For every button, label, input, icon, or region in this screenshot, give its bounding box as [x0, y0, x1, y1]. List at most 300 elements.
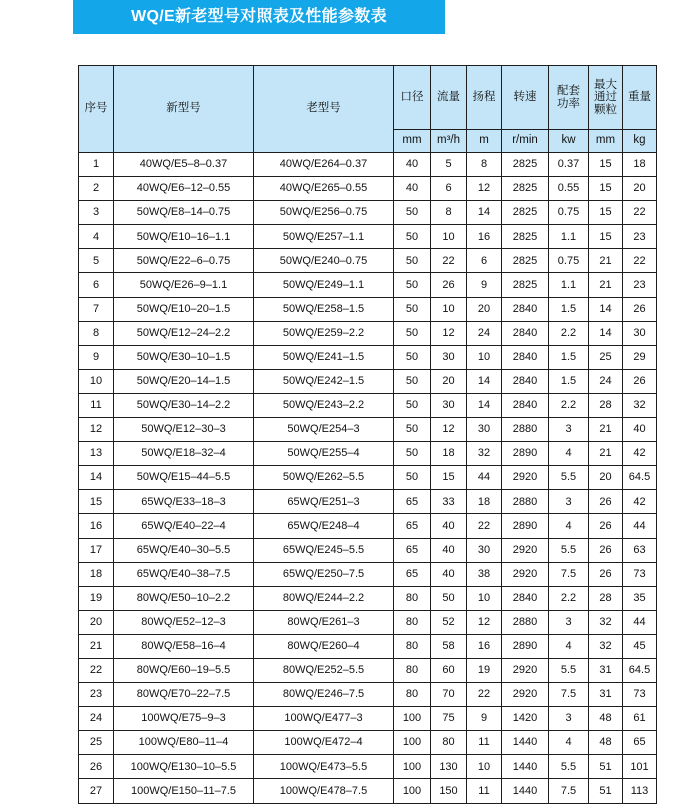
table-row	[79, 177, 657, 201]
cell-weight: 113	[623, 779, 657, 803]
cell-flow: 5	[431, 153, 467, 177]
cell-weight: 44	[623, 514, 657, 538]
table-row	[79, 418, 657, 442]
cell-speed: 2840	[502, 586, 549, 610]
cell-bore: 50	[394, 369, 431, 393]
cell-no: 20	[79, 610, 114, 634]
cell-speed: 2840	[502, 393, 549, 417]
cell-power: 7.5	[549, 683, 589, 707]
cell-power: 1.5	[549, 345, 589, 369]
cell-particle: 51	[589, 755, 623, 779]
cell-old-model: 50WQ/E249–1.1	[254, 273, 394, 297]
table-row	[79, 466, 657, 490]
cell-particle: 28	[589, 393, 623, 417]
cell-speed: 2890	[502, 442, 549, 466]
cell-speed: 2840	[502, 297, 549, 321]
column-header-old-model: 老型号	[254, 66, 394, 153]
cell-weight: 73	[623, 562, 657, 586]
cell-new-model: 50WQ/E22–6–0.75	[114, 249, 254, 273]
table-row	[79, 586, 657, 610]
cell-head: 14	[467, 201, 502, 225]
cell-head: 32	[467, 442, 502, 466]
cell-flow: 30	[431, 393, 467, 417]
table-row	[79, 249, 657, 273]
cell-bore: 50	[394, 466, 431, 490]
cell-head: 24	[467, 321, 502, 345]
cell-bore: 80	[394, 634, 431, 658]
table-row	[79, 731, 657, 755]
cell-no: 24	[79, 707, 114, 731]
cell-no: 23	[79, 683, 114, 707]
cell-old-model: 80WQ/E252–5.5	[254, 658, 394, 682]
table-row	[79, 442, 657, 466]
cell-flow: 52	[431, 610, 467, 634]
cell-flow: 40	[431, 514, 467, 538]
cell-flow: 18	[431, 442, 467, 466]
cell-old-model: 40WQ/E265–0.55	[254, 177, 394, 201]
cell-head: 10	[467, 586, 502, 610]
cell-power: 4	[549, 731, 589, 755]
cell-new-model: 80WQ/E50–10–2.2	[114, 586, 254, 610]
unit-power: kw	[549, 130, 589, 153]
cell-power: 0.55	[549, 177, 589, 201]
cell-speed: 2920	[502, 562, 549, 586]
cell-old-model: 50WQ/E259–2.2	[254, 321, 394, 345]
cell-power: 4	[549, 514, 589, 538]
cell-new-model: 50WQ/E18–32–4	[114, 442, 254, 466]
cell-flow: 40	[431, 562, 467, 586]
unit-weight: kg	[623, 130, 657, 153]
cell-bore: 50	[394, 249, 431, 273]
cell-weight: 23	[623, 225, 657, 249]
cell-particle: 25	[589, 345, 623, 369]
cell-particle: 15	[589, 225, 623, 249]
cell-new-model: 80WQ/E60–19–5.5	[114, 658, 254, 682]
cell-flow: 130	[431, 755, 467, 779]
cell-head: 10	[467, 755, 502, 779]
cell-flow: 33	[431, 490, 467, 514]
table-row	[79, 490, 657, 514]
cell-no: 22	[79, 658, 114, 682]
column-header-power-line1: 配套	[557, 85, 580, 98]
table-row	[79, 610, 657, 634]
cell-weight: 44	[623, 610, 657, 634]
cell-new-model: 50WQ/E30–14–2.2	[114, 393, 254, 417]
column-header-power-line2: 功率	[557, 97, 580, 110]
cell-bore: 50	[394, 345, 431, 369]
cell-weight: 65	[623, 731, 657, 755]
cell-particle: 21	[589, 273, 623, 297]
cell-weight: 35	[623, 586, 657, 610]
cell-speed: 2890	[502, 514, 549, 538]
table-row	[79, 755, 657, 779]
cell-bore: 50	[394, 321, 431, 345]
cell-old-model: 100WQ/E478–7.5	[254, 779, 394, 803]
cell-flow: 6	[431, 177, 467, 201]
cell-new-model: 100WQ/E75–9–3	[114, 707, 254, 731]
cell-new-model: 50WQ/E15–44–5.5	[114, 466, 254, 490]
cell-power: 3	[549, 490, 589, 514]
cell-weight: 61	[623, 707, 657, 731]
cell-head: 9	[467, 273, 502, 297]
table-row	[79, 345, 657, 369]
cell-weight: 18	[623, 153, 657, 177]
cell-old-model: 100WQ/E473–5.5	[254, 755, 394, 779]
cell-no: 9	[79, 345, 114, 369]
cell-old-model: 40WQ/E264–0.37	[254, 153, 394, 177]
cell-old-model: 50WQ/E257–1.1	[254, 225, 394, 249]
cell-head: 18	[467, 490, 502, 514]
cell-bore: 100	[394, 755, 431, 779]
cell-bore: 50	[394, 418, 431, 442]
cell-particle: 14	[589, 321, 623, 345]
cell-old-model: 65WQ/E245–5.5	[254, 538, 394, 562]
cell-weight: 42	[623, 442, 657, 466]
cell-head: 10	[467, 345, 502, 369]
cell-particle: 26	[589, 514, 623, 538]
cell-flow: 70	[431, 683, 467, 707]
cell-speed: 2825	[502, 177, 549, 201]
cell-power: 0.75	[549, 249, 589, 273]
column-header-particle	[589, 66, 623, 130]
table-row	[79, 297, 657, 321]
cell-speed: 2840	[502, 345, 549, 369]
cell-old-model: 80WQ/E260–4	[254, 634, 394, 658]
table-row	[79, 225, 657, 249]
column-header-speed: 转速	[502, 66, 549, 130]
cell-new-model: 40WQ/E6–12–0.55	[114, 177, 254, 201]
cell-no: 3	[79, 201, 114, 225]
cell-bore: 65	[394, 490, 431, 514]
unit-particle: mm	[589, 130, 623, 153]
cell-new-model: 50WQ/E12–30–3	[114, 418, 254, 442]
header-row-labels	[79, 66, 657, 130]
cell-speed: 2840	[502, 369, 549, 393]
unit-bore: mm	[394, 130, 431, 153]
cell-speed: 2920	[502, 683, 549, 707]
cell-particle: 14	[589, 297, 623, 321]
cell-particle: 28	[589, 586, 623, 610]
cell-power: 1.1	[549, 273, 589, 297]
cell-new-model: 50WQ/E30–10–1.5	[114, 345, 254, 369]
cell-old-model: 80WQ/E244–2.2	[254, 586, 394, 610]
cell-particle: 51	[589, 779, 623, 803]
cell-weight: 42	[623, 490, 657, 514]
cell-old-model: 80WQ/E246–7.5	[254, 683, 394, 707]
cell-new-model: 100WQ/E130–10–5.5	[114, 755, 254, 779]
cell-weight: 40	[623, 418, 657, 442]
table-row	[79, 153, 657, 177]
cell-new-model: 50WQ/E26–9–1.1	[114, 273, 254, 297]
cell-power: 3	[549, 610, 589, 634]
cell-head: 14	[467, 369, 502, 393]
cell-particle: 21	[589, 418, 623, 442]
spec-table	[78, 65, 657, 804]
cell-speed: 2920	[502, 658, 549, 682]
cell-particle: 20	[589, 466, 623, 490]
cell-speed: 2825	[502, 249, 549, 273]
cell-flow: 80	[431, 731, 467, 755]
unit-speed: r/min	[502, 130, 549, 153]
cell-new-model: 50WQ/E12–24–2.2	[114, 321, 254, 345]
cell-old-model: 100WQ/E477–3	[254, 707, 394, 731]
table-body	[79, 153, 657, 804]
spec-table-container	[78, 65, 651, 804]
cell-new-model: 80WQ/E58–16–4	[114, 634, 254, 658]
cell-particle: 48	[589, 731, 623, 755]
cell-head: 38	[467, 562, 502, 586]
cell-no: 27	[79, 779, 114, 803]
cell-speed: 1440	[502, 731, 549, 755]
table-row	[79, 562, 657, 586]
cell-new-model: 65WQ/E40–38–7.5	[114, 562, 254, 586]
cell-weight: 22	[623, 249, 657, 273]
cell-power: 1.5	[549, 297, 589, 321]
cell-power: 4	[549, 442, 589, 466]
cell-no: 8	[79, 321, 114, 345]
cell-head: 9	[467, 707, 502, 731]
cell-flow: 75	[431, 707, 467, 731]
cell-speed: 2825	[502, 201, 549, 225]
cell-no: 16	[79, 514, 114, 538]
cell-power: 1.5	[549, 369, 589, 393]
table-row	[79, 369, 657, 393]
cell-no: 14	[79, 466, 114, 490]
cell-bore: 50	[394, 393, 431, 417]
cell-speed: 2825	[502, 273, 549, 297]
table-row	[79, 514, 657, 538]
cell-new-model: 65WQ/E33–18–3	[114, 490, 254, 514]
cell-weight: 32	[623, 393, 657, 417]
cell-particle: 21	[589, 249, 623, 273]
table-row	[79, 538, 657, 562]
cell-flow: 40	[431, 538, 467, 562]
column-header-flow: 流量	[431, 66, 467, 130]
cell-old-model: 50WQ/E240–0.75	[254, 249, 394, 273]
cell-head: 19	[467, 658, 502, 682]
cell-speed: 1440	[502, 755, 549, 779]
page-title: WQ/E新老型号对照表及性能参数表	[131, 8, 387, 25]
cell-head: 22	[467, 514, 502, 538]
cell-particle: 26	[589, 562, 623, 586]
cell-power: 1.1	[549, 225, 589, 249]
cell-head: 20	[467, 297, 502, 321]
cell-bore: 40	[394, 153, 431, 177]
cell-power: 5.5	[549, 755, 589, 779]
cell-flow: 12	[431, 418, 467, 442]
cell-new-model: 65WQ/E40–22–4	[114, 514, 254, 538]
cell-new-model: 50WQ/E10–20–1.5	[114, 297, 254, 321]
cell-new-model: 40WQ/E5–8–0.37	[114, 153, 254, 177]
cell-power: 0.37	[549, 153, 589, 177]
cell-no: 10	[79, 369, 114, 393]
cell-weight: 101	[623, 755, 657, 779]
cell-flow: 58	[431, 634, 467, 658]
column-header-power	[549, 66, 589, 130]
cell-flow: 12	[431, 321, 467, 345]
table-row	[79, 273, 657, 297]
cell-bore: 80	[394, 586, 431, 610]
cell-bore: 65	[394, 538, 431, 562]
cell-new-model: 50WQ/E20–14–1.5	[114, 369, 254, 393]
cell-old-model: 50WQ/E243–2.2	[254, 393, 394, 417]
column-header-head: 扬程	[467, 66, 502, 130]
unit-flow: m³/h	[431, 130, 467, 153]
cell-no: 13	[79, 442, 114, 466]
cell-weight: 73	[623, 683, 657, 707]
cell-new-model: 80WQ/E70–22–7.5	[114, 683, 254, 707]
cell-weight: 64.5	[623, 466, 657, 490]
cell-weight: 26	[623, 297, 657, 321]
cell-no: 25	[79, 731, 114, 755]
column-header-new-model: 新型号	[114, 66, 254, 153]
table-row	[79, 393, 657, 417]
cell-particle: 15	[589, 153, 623, 177]
column-header-particle-line2: 通过	[594, 91, 617, 104]
cell-particle: 15	[589, 177, 623, 201]
cell-bore: 50	[394, 225, 431, 249]
column-header-particle-line1: 最大	[594, 78, 617, 91]
page-title-banner	[73, 0, 445, 34]
cell-weight: 30	[623, 321, 657, 345]
cell-head: 44	[467, 466, 502, 490]
cell-speed: 2880	[502, 490, 549, 514]
cell-weight: 23	[623, 273, 657, 297]
cell-particle: 48	[589, 707, 623, 731]
cell-speed: 2880	[502, 610, 549, 634]
column-header-particle-line3: 颗粒	[594, 103, 617, 116]
cell-weight: 63	[623, 538, 657, 562]
cell-speed: 1440	[502, 779, 549, 803]
cell-power: 0.75	[549, 201, 589, 225]
cell-head: 14	[467, 393, 502, 417]
cell-weight: 20	[623, 177, 657, 201]
cell-power: 7.5	[549, 779, 589, 803]
cell-flow: 22	[431, 249, 467, 273]
cell-flow: 50	[431, 586, 467, 610]
cell-no: 17	[79, 538, 114, 562]
cell-no: 1	[79, 153, 114, 177]
cell-particle: 32	[589, 610, 623, 634]
cell-flow: 10	[431, 225, 467, 249]
cell-old-model: 100WQ/E472–4	[254, 731, 394, 755]
cell-speed: 2825	[502, 225, 549, 249]
cell-old-model: 65WQ/E248–4	[254, 514, 394, 538]
cell-no: 19	[79, 586, 114, 610]
cell-old-model: 50WQ/E256–0.75	[254, 201, 394, 225]
cell-particle: 26	[589, 538, 623, 562]
cell-bore: 40	[394, 177, 431, 201]
cell-no: 6	[79, 273, 114, 297]
cell-flow: 8	[431, 201, 467, 225]
column-header-weight: 重量	[623, 66, 657, 130]
cell-bore: 50	[394, 297, 431, 321]
column-header-bore: 口径	[394, 66, 431, 130]
cell-head: 30	[467, 418, 502, 442]
unit-head: m	[467, 130, 502, 153]
cell-weight: 64.5	[623, 658, 657, 682]
cell-speed: 2880	[502, 418, 549, 442]
column-header-no: 序号	[79, 66, 114, 153]
cell-power: 2.2	[549, 321, 589, 345]
cell-old-model: 50WQ/E241–1.5	[254, 345, 394, 369]
cell-particle: 26	[589, 490, 623, 514]
cell-power: 5.5	[549, 538, 589, 562]
cell-no: 7	[79, 297, 114, 321]
cell-head: 16	[467, 634, 502, 658]
cell-head: 11	[467, 731, 502, 755]
cell-flow: 15	[431, 466, 467, 490]
cell-speed: 2890	[502, 634, 549, 658]
cell-head: 6	[467, 249, 502, 273]
cell-speed: 2825	[502, 153, 549, 177]
cell-no: 12	[79, 418, 114, 442]
cell-speed: 2920	[502, 466, 549, 490]
cell-bore: 50	[394, 273, 431, 297]
cell-head: 11	[467, 779, 502, 803]
cell-new-model: 100WQ/E80–11–4	[114, 731, 254, 755]
cell-particle: 15	[589, 201, 623, 225]
table-row	[79, 634, 657, 658]
cell-weight: 22	[623, 201, 657, 225]
cell-no: 26	[79, 755, 114, 779]
cell-old-model: 65WQ/E250–7.5	[254, 562, 394, 586]
cell-particle: 24	[589, 369, 623, 393]
table-row	[79, 683, 657, 707]
cell-old-model: 50WQ/E258–1.5	[254, 297, 394, 321]
cell-bore: 100	[394, 779, 431, 803]
cell-particle: 31	[589, 658, 623, 682]
table-row	[79, 707, 657, 731]
table-row	[79, 201, 657, 225]
cell-head: 22	[467, 683, 502, 707]
cell-head: 8	[467, 153, 502, 177]
cell-speed: 2920	[502, 538, 549, 562]
cell-old-model: 50WQ/E262–5.5	[254, 466, 394, 490]
cell-bore: 80	[394, 683, 431, 707]
cell-power: 3	[549, 418, 589, 442]
cell-power: 5.5	[549, 658, 589, 682]
cell-bore: 80	[394, 610, 431, 634]
cell-bore: 65	[394, 562, 431, 586]
cell-new-model: 65WQ/E40–30–5.5	[114, 538, 254, 562]
cell-no: 21	[79, 634, 114, 658]
cell-old-model: 80WQ/E261–3	[254, 610, 394, 634]
cell-flow: 20	[431, 369, 467, 393]
cell-weight: 26	[623, 369, 657, 393]
cell-flow: 10	[431, 297, 467, 321]
cell-no: 15	[79, 490, 114, 514]
cell-old-model: 50WQ/E242–1.5	[254, 369, 394, 393]
cell-power: 5.5	[549, 466, 589, 490]
cell-bore: 100	[394, 707, 431, 731]
cell-power: 4	[549, 634, 589, 658]
cell-head: 12	[467, 610, 502, 634]
cell-bore: 50	[394, 442, 431, 466]
cell-power: 3	[549, 707, 589, 731]
cell-new-model: 80WQ/E52–12–3	[114, 610, 254, 634]
cell-particle: 21	[589, 442, 623, 466]
cell-flow: 60	[431, 658, 467, 682]
cell-power: 7.5	[549, 562, 589, 586]
cell-bore: 80	[394, 658, 431, 682]
cell-particle: 32	[589, 634, 623, 658]
cell-bore: 65	[394, 514, 431, 538]
cell-flow: 150	[431, 779, 467, 803]
table-row	[79, 658, 657, 682]
cell-old-model: 50WQ/E255–4	[254, 442, 394, 466]
cell-new-model: 50WQ/E8–14–0.75	[114, 201, 254, 225]
